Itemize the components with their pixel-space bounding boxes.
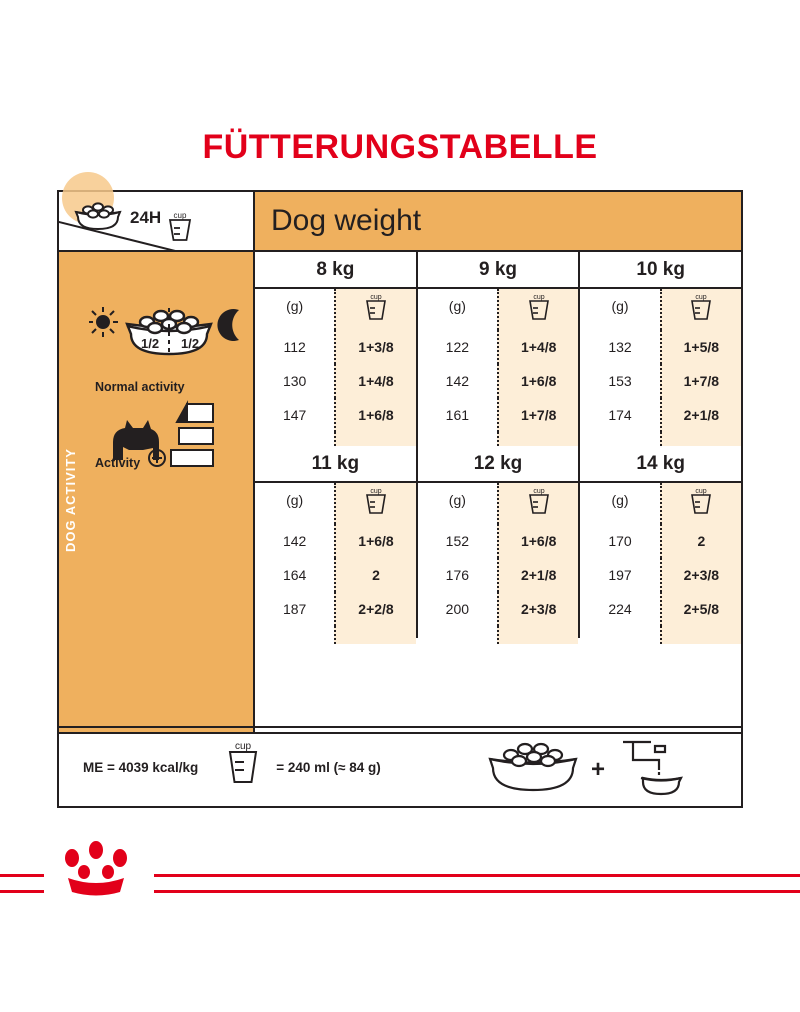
unit-cup-icon bbox=[660, 483, 741, 524]
cup-value: 1+6/8 bbox=[497, 524, 578, 558]
table-row bbox=[255, 398, 741, 432]
weight-header: 10 kg bbox=[580, 252, 741, 287]
24h-label: 24H bbox=[130, 208, 162, 227]
weight-header: 12 kg bbox=[418, 446, 581, 481]
svg-text:cup: cup bbox=[173, 211, 187, 220]
unit-cup-icon bbox=[334, 289, 415, 330]
table-row bbox=[255, 524, 741, 558]
bowl-split-graphic bbox=[89, 278, 249, 368]
unit-grams: (g) bbox=[255, 289, 334, 330]
cup-value: 1+7/8 bbox=[660, 364, 741, 398]
cup-value: 1+7/8 bbox=[497, 398, 578, 432]
weight-header: 11 kg bbox=[255, 446, 418, 481]
grams-value: 152 bbox=[418, 524, 497, 558]
bowl-half-right: 1/2 bbox=[181, 336, 200, 351]
unit-grams: (g) bbox=[580, 483, 659, 524]
row-spacer bbox=[255, 432, 741, 444]
cup-value: 2+1/8 bbox=[497, 558, 578, 592]
svg-text:cup: cup bbox=[235, 740, 252, 752]
cup-value: 1+6/8 bbox=[334, 524, 415, 558]
dog-silhouette-icon bbox=[113, 420, 159, 460]
table-footer bbox=[57, 726, 743, 808]
cup-value: 2+1/8 bbox=[660, 398, 741, 432]
units-col bbox=[255, 289, 418, 330]
plus-icon: + bbox=[590, 755, 605, 783]
table-row bbox=[255, 330, 741, 364]
water-tap-bowl-icon bbox=[615, 736, 705, 803]
row-spacer bbox=[255, 626, 741, 638]
unit-cup-icon bbox=[497, 483, 578, 524]
activity-label: Activity bbox=[95, 456, 141, 470]
moon-icon bbox=[217, 309, 239, 341]
cup-value: 2+2/8 bbox=[334, 592, 415, 626]
royal-canin-crown-logo bbox=[60, 840, 132, 902]
normal-activity-label: Normal activity bbox=[95, 380, 185, 394]
units-col bbox=[255, 483, 418, 524]
cup-value: 2+3/8 bbox=[660, 558, 741, 592]
cup-value: 1+3/8 bbox=[334, 330, 415, 364]
grams-value: 147 bbox=[255, 398, 334, 432]
me-value: ME = 4039 kcal/kg bbox=[83, 759, 199, 775]
page-title: FÜTTERUNGSTABELLE bbox=[202, 128, 598, 166]
cup-value: 1+6/8 bbox=[334, 398, 415, 432]
sun-icon bbox=[89, 307, 118, 337]
unit-grams: (g) bbox=[418, 483, 497, 524]
table-body bbox=[59, 250, 741, 732]
cup-value: 2+5/8 bbox=[660, 592, 741, 626]
small-bowl-icon bbox=[72, 199, 124, 238]
table-row bbox=[255, 558, 741, 592]
activity-block bbox=[95, 380, 255, 483]
units-row-1 bbox=[255, 289, 741, 330]
grams-value: 176 bbox=[418, 558, 497, 592]
cup-value: 1+4/8 bbox=[334, 364, 415, 398]
weight-header: 8 kg bbox=[255, 252, 418, 287]
24h-badge bbox=[62, 188, 202, 248]
unit-grams: (g) bbox=[580, 289, 659, 330]
grams-value: 142 bbox=[255, 524, 334, 558]
grams-value: 153 bbox=[580, 364, 659, 398]
svg-text:cup: cup bbox=[370, 488, 382, 495]
units-col bbox=[580, 289, 741, 330]
grams-value: 170 bbox=[580, 524, 659, 558]
table-row bbox=[255, 364, 741, 398]
weights-row-2 bbox=[255, 444, 741, 483]
cup-equivalence: = 240 ml (≈ 84 g) bbox=[276, 759, 381, 775]
weight-header: 14 kg bbox=[580, 446, 741, 481]
units-col bbox=[418, 289, 581, 330]
cup-value: 1+6/8 bbox=[497, 364, 578, 398]
svg-text:cup: cup bbox=[370, 294, 382, 301]
svg-text:cup: cup bbox=[695, 294, 708, 301]
food-bowl-icon bbox=[485, 738, 581, 801]
unit-grams: (g) bbox=[418, 289, 497, 330]
units-col bbox=[418, 483, 581, 524]
weights-grid bbox=[255, 252, 741, 732]
svg-text:cup: cup bbox=[533, 294, 545, 301]
weight-header: 9 kg bbox=[418, 252, 581, 287]
grams-value: 174 bbox=[580, 398, 659, 432]
bowl-half-left: 1/2 bbox=[141, 336, 160, 351]
unit-cup-icon bbox=[497, 289, 578, 330]
dog-activity-panel bbox=[59, 252, 255, 732]
cup-value: 2 bbox=[660, 524, 741, 558]
unit-cup-icon bbox=[660, 289, 741, 330]
units-col bbox=[580, 483, 741, 524]
cup-value: 1+5/8 bbox=[660, 330, 741, 364]
footer-cup-icon bbox=[220, 738, 266, 797]
unit-cup-icon bbox=[334, 483, 415, 524]
grams-value: 132 bbox=[580, 330, 659, 364]
grams-value: 122 bbox=[418, 330, 497, 364]
grams-value: 161 bbox=[418, 398, 497, 432]
feeding-table bbox=[57, 190, 743, 734]
dog-weight-title: Dog weight bbox=[255, 192, 741, 250]
unit-grams: (g) bbox=[255, 483, 334, 524]
svg-text:cup: cup bbox=[533, 488, 545, 495]
grams-value: 224 bbox=[580, 592, 659, 626]
table-row bbox=[255, 592, 741, 626]
grams-value: 142 bbox=[418, 364, 497, 398]
weights-row-1 bbox=[255, 252, 741, 289]
grams-value: 112 bbox=[255, 330, 334, 364]
cup-value: 2 bbox=[334, 558, 415, 592]
grams-value: 197 bbox=[580, 558, 659, 592]
cup-value: 2+3/8 bbox=[497, 592, 578, 626]
grams-value: 200 bbox=[418, 592, 497, 626]
svg-text:cup: cup bbox=[695, 488, 708, 495]
cup-value: 1+4/8 bbox=[497, 330, 578, 364]
dog-activity-vertical-label: DOG ACTIVITY bbox=[63, 448, 78, 552]
grams-value: 130 bbox=[255, 364, 334, 398]
footer-icons bbox=[485, 736, 705, 803]
units-row-2 bbox=[255, 483, 741, 524]
grams-value: 164 bbox=[255, 558, 334, 592]
grams-value: 187 bbox=[255, 592, 334, 626]
